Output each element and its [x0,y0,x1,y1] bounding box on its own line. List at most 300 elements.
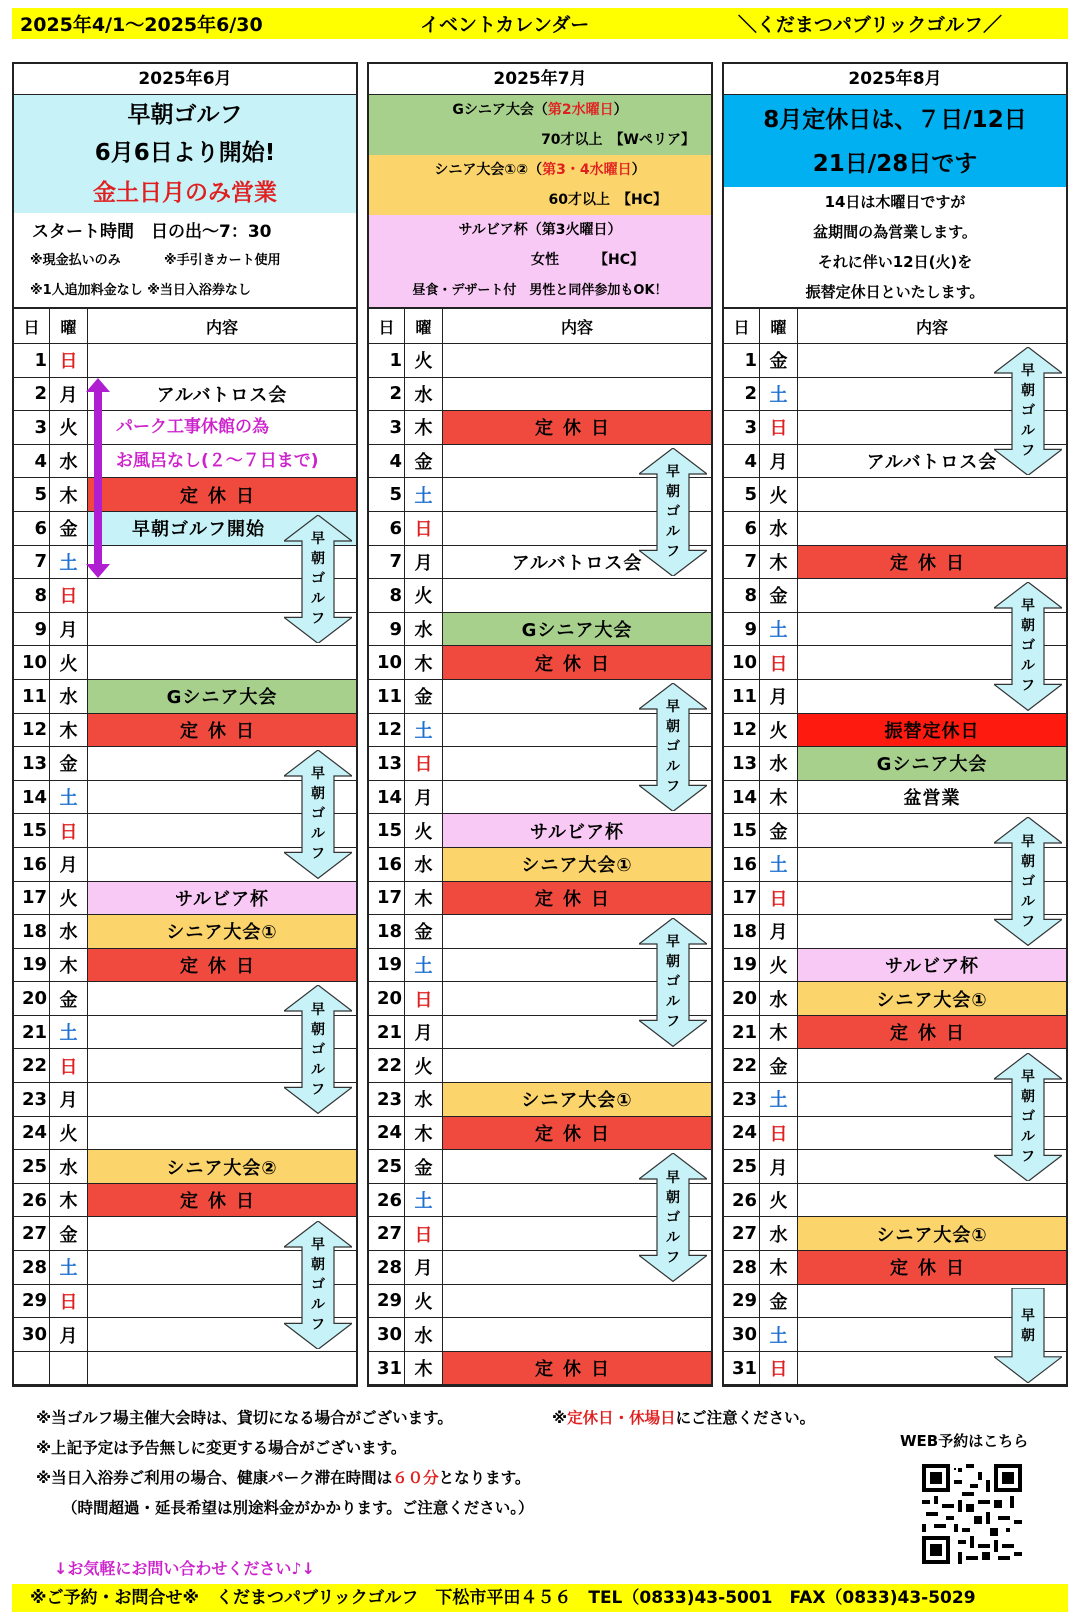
g-senior-close: ） [613,102,628,118]
table-row [369,1352,711,1386]
event-cell: 定休日 [443,646,711,679]
event-cell [798,512,1066,545]
table-row [724,1217,1066,1251]
arrow-char: 朝 [311,1256,325,1273]
weekday: 月 [50,1318,88,1351]
weekday: 火 [405,1285,443,1318]
day-number: 22 [724,1049,760,1082]
arrow-char: 早 [1021,598,1035,615]
weekday: 金 [760,814,798,847]
weekday: 木 [405,882,443,915]
table-row [14,646,356,680]
event-cell: Gシニア大会 [88,680,356,713]
contact-cta: ↓お気軽にお問い合わせください♪↓ [54,1559,316,1578]
table-row [369,579,711,613]
day-number: 27 [14,1217,50,1250]
weekday: 土 [405,478,443,511]
day-number: 25 [14,1150,50,1183]
month-june [12,62,358,1387]
day-number: 23 [14,1083,50,1116]
event-cell: シニア大会① [88,915,356,948]
event-cell: 定休日 [443,1352,711,1385]
event-cell [443,1318,711,1351]
weekday: 火 [760,1184,798,1217]
arrow-char: 朝 [666,719,680,736]
day-number: 6 [14,512,50,545]
g-senior-cond: 70才以上 【Wペリア】 [541,132,695,148]
weekday: 木 [405,411,443,444]
day-number: 27 [724,1217,760,1250]
arrow-char: フ [311,1081,325,1098]
arrow-char: フ [1021,913,1035,930]
arrow-char: ル [311,1061,325,1078]
weekday: 水 [760,1217,798,1250]
day-number: 19 [14,949,50,982]
weekday: 土 [760,613,798,646]
weekday: 月 [760,1150,798,1183]
day-number: 2 [724,378,760,411]
table-row [369,411,711,445]
table-row [369,613,711,647]
arrow-char: ル [666,523,680,540]
day-number: 28 [369,1251,405,1284]
july-info-panel [369,95,711,309]
arrow-char: フ [666,779,680,796]
weekday: 金 [405,680,443,713]
event-cell [443,344,711,377]
day-number: 4 [369,445,405,478]
day-number: 30 [369,1318,405,1351]
day-number: 22 [369,1049,405,1082]
arrow-char: 早 [666,1169,680,1186]
table-row [14,344,356,378]
weekday: 木 [50,714,88,747]
event-cell: 定休日 [443,882,711,915]
arrow-char: ゴ [666,974,680,991]
table-row [14,478,356,512]
weekday: 水 [50,445,88,478]
arrow-char: ゴ [666,739,680,756]
day-number: 21 [724,1016,760,1049]
arrow-char: 朝 [666,483,680,500]
day-number: 12 [369,714,405,747]
weekday: 水 [760,747,798,780]
day-number: 7 [14,546,50,579]
table-row [14,1117,356,1151]
arrow-char: 早 [311,1001,325,1018]
month-august [722,62,1068,1387]
arrow-char: ル [666,1229,680,1246]
table-row [369,344,711,378]
arrow-char: 朝 [666,954,680,971]
arrow-char: 早 [1021,1307,1035,1324]
g-senior-day: 第2水曜日 [547,102,614,118]
weekday: 水 [405,378,443,411]
event-cell: シニア大会② [88,1150,356,1183]
event-cell [443,1285,711,1318]
day-number: 13 [724,747,760,780]
weekday: 土 [760,1083,798,1116]
table-row [369,1049,711,1083]
day-number: 17 [724,882,760,915]
event-cell: 早朝ゴルフ開始 [88,512,356,545]
weekday: 月 [760,680,798,713]
weekday: 土 [50,546,88,579]
weekday: 火 [405,814,443,847]
weekday: 火 [405,344,443,377]
footer-contact: ※ご予約・お問合せ※ くだまつパブリックゴルフ 下松市平田４５６ TEL（0833)43-5001 FAX（0833)43-5029 [12,1584,1068,1612]
day-number: 10 [724,646,760,679]
weekday: 木 [50,1184,88,1217]
day-number: 14 [369,781,405,814]
arrow-char: フ [1021,443,1035,460]
arrow-char: 早 [1021,363,1035,380]
day-number: 6 [369,512,405,545]
day-number: 24 [724,1117,760,1150]
arrow-char: ゴ [311,1041,325,1058]
event-cell [88,1352,356,1385]
weekday: 日 [50,344,88,377]
arrow-char: ゴ [311,571,325,588]
arrow-char: 朝 [1021,1327,1035,1344]
table-row [14,1150,356,1184]
page-title: イベントカレンダー [420,14,590,36]
note-mark: ※ [552,1409,568,1427]
day-number: 30 [724,1318,760,1351]
early-golf-arrow-icon [284,515,352,643]
arrow-char: ゴ [311,1276,325,1293]
day-number: 28 [14,1251,50,1284]
weekday: 火 [50,1117,88,1150]
day-number: 15 [14,814,50,847]
aug-note-line6: 振替定休日といたします。 [805,283,985,301]
col-content: 内容 [205,317,238,337]
table-row [724,982,1066,1016]
start-time: スタート時間 日の出～7：30 [32,222,272,242]
note-cart: ※手引きカート使用 [164,253,281,268]
day-number: 9 [724,613,760,646]
weekday: 月 [760,445,798,478]
weekday: 水 [50,1150,88,1183]
weekday: 火 [50,646,88,679]
august-info-panel [724,95,1066,309]
day-number: 8 [369,579,405,612]
table-row [724,478,1066,512]
weekday: 日 [50,1049,88,1082]
arrow-char: ル [666,759,680,776]
day-number: 25 [724,1150,760,1183]
col-content: 内容 [915,317,948,337]
day-number: 1 [14,344,50,377]
weekday: 日 [405,982,443,1015]
note-closed-days-em: 定休日・休場日 [567,1409,676,1427]
note-bath-minutes: ６０分 [392,1469,439,1487]
weekday: 木 [760,1016,798,1049]
table-row [14,378,356,412]
arrow-char: ル [1021,658,1035,675]
early-golf-arrow-icon [284,985,352,1113]
table-row [369,814,711,848]
table-row [369,848,711,882]
day-number: 16 [724,848,760,881]
weekday: 水 [760,512,798,545]
event-cell: アルバトロス会 [156,384,288,406]
day-number [14,1352,50,1385]
day-number: 7 [724,546,760,579]
early-golf-arrow-icon [639,448,707,576]
aug-note-line5: それに伴い12日(火)を [817,253,973,271]
weekday: 金 [50,747,88,780]
early-golf-arrow-icon [994,1053,1062,1181]
weekday: 月 [405,1016,443,1049]
web-reservation-label: WEB予約はこちら [900,1432,1029,1450]
weekday [50,1352,88,1385]
day-number: 15 [369,814,405,847]
table-row [369,1083,711,1117]
weekday: 土 [50,781,88,814]
day-number: 5 [724,478,760,511]
day-rows [14,344,356,1385]
weekday: 木 [760,781,798,814]
web-reservation-qr-icon[interactable] [922,1464,1022,1564]
table-row [14,1184,356,1218]
day-number: 17 [369,882,405,915]
day-number: 21 [14,1016,50,1049]
month-title: 2025年6月 [14,64,356,95]
day-number: 20 [14,982,50,1015]
early-golf-arrow-icon [284,1221,352,1349]
day-number: 13 [369,747,405,780]
table-row [14,949,356,983]
weekday: 日 [50,579,88,612]
table-row [724,512,1066,546]
day-number: 5 [14,478,50,511]
day-number: 23 [724,1083,760,1116]
table-row [724,1016,1066,1050]
day-number: 3 [14,411,50,444]
weekday: 木 [50,949,88,982]
early-golf-days: 金土日月のみ営業 [93,180,277,206]
arrow-char: 早 [311,531,325,548]
day-number: 9 [369,613,405,646]
salvia-note: 昼食・デザート付 男性と同伴参加もOK！ [412,283,668,298]
early-golf-arrow-icon [994,582,1062,710]
arrow-char: ゴ [666,1209,680,1226]
day-number: 29 [369,1285,405,1318]
weekday: 月 [50,848,88,881]
arrow-char: 朝 [1021,383,1035,400]
senior-title [369,159,711,179]
day-number: 30 [14,1318,50,1351]
event-cell: シニア大会① [798,1217,1066,1250]
weekday: 月 [405,781,443,814]
arrow-char: ル [1021,423,1035,440]
early-golf-arrow-icon [639,1153,707,1281]
weekday: 金 [760,344,798,377]
weekday: 土 [50,1251,88,1284]
weekday: 日 [760,646,798,679]
arrow-char: 朝 [1021,618,1035,635]
closed-days-line1: 8月定休日は、７日/12日 [763,107,1027,133]
event-cell: サルビア杯 [798,949,1066,982]
day-number: 3 [369,411,405,444]
day-number: 10 [14,646,50,679]
weekday: 日 [50,814,88,847]
weekday: 日 [760,882,798,915]
arrow-char: フ [666,1249,680,1266]
day-number: 8 [14,579,50,612]
event-cell [443,378,711,411]
note-bath-a: ※当日入浴券ご利用の場合、健康パーク滞在時間は [36,1469,393,1487]
day-number: 8 [724,579,760,612]
day-number: 11 [369,680,405,713]
g-senior-label: Gシニア大会（ [452,102,548,118]
event-cell: Gシニア大会 [443,613,711,646]
day-number: 12 [724,714,760,747]
arrow-char: 早 [1021,1068,1035,1085]
note-bath [36,1466,530,1488]
note-cash: ※現金払いのみ [30,253,121,268]
arrow-char: 早 [311,766,325,783]
weekday: 月 [760,915,798,948]
day-number: 19 [369,949,405,982]
day-number: 1 [724,344,760,377]
weekday: 土 [760,378,798,411]
arrow-char: ゴ [1021,403,1035,420]
table-header [14,309,356,344]
weekday: 火 [760,478,798,511]
aug-note-line3: 14日は木曜日ですが [824,193,966,211]
col-day: 日 [369,309,405,343]
arrow-char: 早 [311,1236,325,1253]
day-number: 4 [14,445,50,478]
table-row [724,714,1066,748]
day-number: 22 [14,1049,50,1082]
senior-cond: 60才以上 【HC】 [548,192,667,208]
table-row [14,882,356,916]
note-bath-c: となります。 [438,1469,531,1487]
day-number: 2 [369,378,405,411]
day-number: 9 [14,613,50,646]
weekday: 火 [760,714,798,747]
weekday: 土 [405,1184,443,1217]
arrow-char: ル [311,826,325,843]
table-row [724,949,1066,983]
closure-note-1: パーク工事休館の為 [116,417,269,437]
day-number: 15 [724,814,760,847]
closed-days-line2: 21日/28日です [812,151,978,177]
table-row [724,546,1066,580]
day-number: 18 [724,915,760,948]
day-number: 6 [724,512,760,545]
arrow-char: 朝 [1021,1088,1035,1105]
closure-note-2: お風呂なし(２～７日まで) [116,451,319,471]
day-number: 26 [724,1184,760,1217]
event-cell [88,646,356,679]
day-number: 3 [724,411,760,444]
arrow-char: 朝 [666,1189,680,1206]
day-number: 27 [369,1217,405,1250]
day-number: 25 [369,1150,405,1183]
day-rows [369,344,711,1385]
day-number: 18 [14,915,50,948]
arrow-char: ゴ [311,806,325,823]
early-golf-arrow-icon [994,347,1062,475]
day-number: 12 [14,714,50,747]
early-golf-arrow-icon [284,750,352,878]
event-cell: サルビア杯 [443,814,711,847]
weekday: 月 [50,378,88,411]
arrow-char: ル [666,994,680,1011]
day-number: 1 [369,344,405,377]
event-cell: 定休日 [88,714,356,747]
arrow-char: ゴ [1021,873,1035,890]
event-cell: シニア大会① [443,848,711,881]
day-number: 14 [14,781,50,814]
arrow-char: ル [1021,893,1035,910]
weekday: 火 [405,1049,443,1082]
arrow-char: フ [311,846,325,863]
early-golf-title: 早朝ゴルフ [127,102,243,128]
table-row [724,1184,1066,1218]
event-cell: アルバトロス会 [511,552,643,574]
weekday: 木 [760,1251,798,1284]
day-number: 16 [14,848,50,881]
table-row [14,1352,356,1386]
senior-day: 第3・4水曜日 [542,162,632,178]
event-cell [443,1049,711,1082]
arrow-char: フ [311,611,325,628]
table-row [14,714,356,748]
table-row [369,646,711,680]
arrow-char: フ [666,543,680,560]
day-number: 17 [14,882,50,915]
closure-period-arrow-icon [86,378,110,578]
arrow-char: 早 [1021,833,1035,850]
col-weekday: 曜 [760,309,798,343]
weekday: 火 [405,579,443,612]
event-cell: 定休日 [88,949,356,982]
arrow-char: フ [1021,1148,1035,1165]
month-july [367,62,713,1387]
day-number: 26 [14,1184,50,1217]
weekday: 火 [760,949,798,982]
day-number: 10 [369,646,405,679]
event-cell: サルビア杯 [88,882,356,915]
senior-label: シニア大会①②（ [434,162,543,178]
day-number: 19 [724,949,760,982]
weekday: 金 [50,982,88,1015]
salvia-cond: 女性 【HC】 [531,252,644,268]
aug-note-line4: 盆期間の為営業します。 [813,223,977,241]
weekday: 日 [405,747,443,780]
arrow-char: フ [1021,678,1035,695]
weekday: 日 [760,1352,798,1385]
note-closed-days [552,1406,815,1428]
table-header [724,309,1066,344]
table-row [369,1318,711,1352]
day-number: 31 [724,1352,760,1385]
note-overtime: （時間超過・延長希望は別途料金がかかります。ご注意ください。） [62,1499,534,1517]
event-cell: アルバトロス会 [866,452,998,474]
weekday: 木 [405,646,443,679]
weekday: 金 [760,1049,798,1082]
brand-label: ＼くだまつパブリックゴルフ／ [737,14,1002,36]
event-cell: 定休日 [798,1016,1066,1049]
arrow-char: 早 [666,463,680,480]
table-row [724,781,1066,815]
arrow-char: フ [311,1316,325,1333]
